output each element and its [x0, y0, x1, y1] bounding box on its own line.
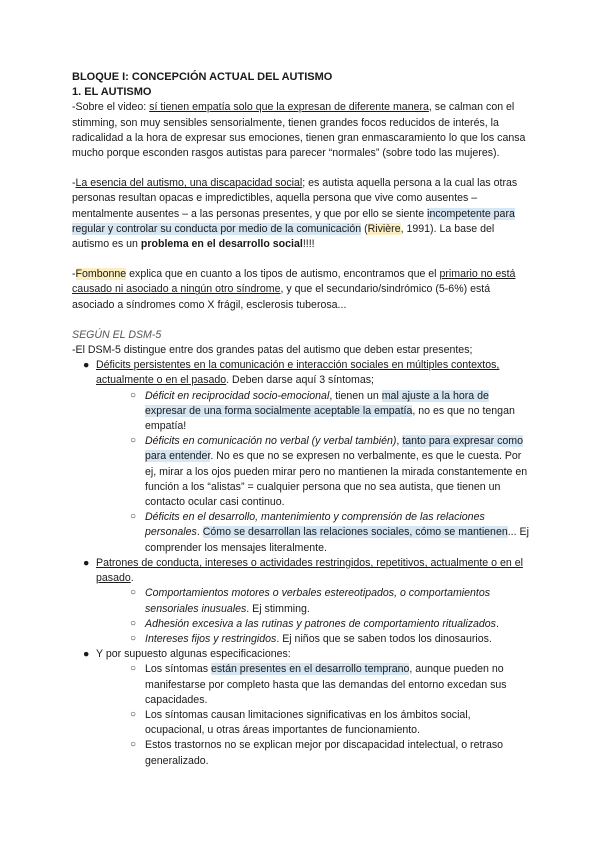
list-item [72, 662, 530, 708]
list-item [72, 510, 530, 556]
text: . No es que no se expresen no verbalmente, es que le cuesta. Por ej, mirar a los ojos pueden mirar pero no mantienen la mirada constantemente en función a los “alistas” = cualquier persona que no sea autista, que tienen un contacto ocular casi continuo. [145, 450, 528, 509]
text: . Ej stimming. [246, 602, 310, 615]
circle-bullet-icon: ○ [130, 708, 137, 720]
text: . [196, 526, 203, 539]
italic-text: Intereses fijos y restringidos [145, 632, 277, 645]
text: - [72, 177, 76, 190]
spacer [72, 161, 530, 176]
text: ; es autista aquella persona a la cual las otras personas resultan opacas e impredictibles, aquella persona que vive como ausentes – mentalmente ausentes – a las personas presentes, y que por ello se siente [72, 177, 518, 220]
list-item [72, 617, 530, 632]
paragraph-fombonne [72, 267, 530, 313]
underlined-text: Patrones de conducta, intereses o actividades restringidos, repetitivos, actualmente o en el pasado [96, 556, 523, 585]
text: , [396, 435, 403, 448]
circle-bullet-icon: ○ [130, 389, 137, 401]
italic-text: Déficits en comunicación no verbal (y verbal también) [145, 435, 397, 448]
text: . Ej niños que se saben todos los dinosaurios. [276, 632, 492, 645]
circle-bullet-icon: ○ [130, 632, 137, 644]
author-highlight: Rivière [367, 222, 401, 235]
circle-bullet-icon: ○ [130, 435, 137, 447]
text: Los síntomas [145, 663, 211, 676]
text: !!!! [302, 238, 315, 251]
list-item [72, 708, 530, 738]
list-item [72, 738, 530, 768]
highlighted-text: Cómo se desarrollan las relaciones sociales, cómo se mantienen [202, 526, 508, 539]
text: Y por supuesto algunas especificaciones: [96, 648, 291, 661]
bullet-icon: ● [83, 648, 90, 661]
circle-bullet-icon: ○ [130, 617, 137, 629]
text: , no es que no tengan empatía! [145, 404, 515, 433]
italic-text: Adhesión excesiva a las rutinas y patrones de comportamiento ritualizados [145, 617, 496, 630]
text: explica que en cuanto a los tipos de autismo, encontramos que el [126, 268, 440, 281]
underlined-text: Déficits persistentes en la comunicación e interacción sociales en múltiples contextos, actualmente o en el pasado [96, 359, 500, 387]
dsm-intro: -El DSM-5 distingue entre dos grandes patas del autismo que deben estar presentes; [72, 344, 473, 357]
text: -Sobre el video: [72, 101, 150, 114]
text: Los síntomas causan limitaciones significativas en los ámbitos social, ocupacional, u otras áreas importantes de funcionamiento. [145, 708, 471, 737]
list-item [72, 389, 530, 435]
underlined-text: sí tienen empatía solo que la expresan de diferente manera [149, 101, 429, 114]
dsm-list [72, 358, 530, 768]
text: , tienen un [329, 389, 382, 402]
text: Estos trastornos no se explican mejor por discapacidad intelectual, o retraso generalizado. [145, 739, 504, 767]
bold-text: problema en el desarrollo social [140, 238, 303, 251]
text: ... Ej comprender los mensajes literalmente. [145, 526, 529, 554]
circle-bullet-icon: ○ [130, 739, 137, 751]
bullet-icon: ● [83, 556, 90, 569]
text: , 1991). La base del autismo es un [72, 222, 495, 251]
highlighted-text: están presentes en el desarrollo temprano [210, 663, 410, 676]
circle-bullet-icon: ○ [130, 663, 137, 675]
paragraph-video [72, 100, 530, 161]
highlighted-text: incompetente para regular y controlar su conducta por medio de la comunicación [72, 207, 515, 235]
dsm-heading: SEGÚN EL DSM-5 [72, 328, 162, 341]
list-item [72, 586, 530, 616]
text: . [495, 617, 499, 630]
text: , y que el secundario/sindrómico (5-6%) está asociado a síndromes como X frágil, esclerosis tuberosa... [72, 283, 491, 311]
list-item [72, 632, 530, 647]
list-item [72, 556, 530, 586]
list-item [72, 434, 530, 510]
circle-bullet-icon: ○ [130, 587, 137, 599]
underlined-text: primario no está causado ni asociado a ningún otro síndrome [72, 268, 516, 296]
circle-bullet-icon: ○ [130, 511, 137, 523]
text: ( [361, 222, 368, 235]
list-item [72, 647, 530, 662]
author-highlight: Fombonne [75, 268, 127, 281]
italic-text: Déficit en reciprocidad socio-emocional [145, 389, 330, 402]
spacer [72, 252, 530, 267]
text: , aunque pueden no manifestarse por completo hasta que las demandas del entorno excedan sus capacidades. [145, 663, 507, 706]
italic-text: Comportamientos motores o verbales estereotipados, o comportamientos sensoriales inusuales [145, 587, 491, 615]
text: . Deben darse aquí 3 síntomas; [226, 374, 374, 387]
highlighted-text: mal ajuste a la hora de expresar de una forma socialmente aceptable la empatía [145, 389, 489, 417]
section-heading: 1. EL AUTISMO [72, 86, 152, 99]
block-title: BLOQUE I: CONCEPCIÓN ACTUAL DEL AUTISMO [72, 71, 333, 83]
highlighted-text: tanto para expresar como para entender [145, 435, 524, 463]
spacer [72, 313, 530, 328]
paragraph-esencia [72, 176, 530, 252]
bullet-icon: ● [83, 359, 90, 372]
underlined-text: La esencia del autismo, una discapacidad social [75, 177, 303, 190]
list-item [72, 358, 530, 388]
text: - [72, 268, 76, 281]
italic-text: Déficits en el desarrollo, mantenimiento y comprensión de las relaciones personales [145, 511, 485, 539]
text: , se calman con el stimming, son muy sensibles sensorialmente, tienen grandes focos reducidos de interés, la radicalidad a la hora de expresar sus emociones, tienen gran enmascaramiento lo que los cansa mucho porque esconden rasgos autistas para parecer “normales” (sobre todo las mujeres). [72, 101, 526, 160]
text: . [130, 572, 134, 585]
